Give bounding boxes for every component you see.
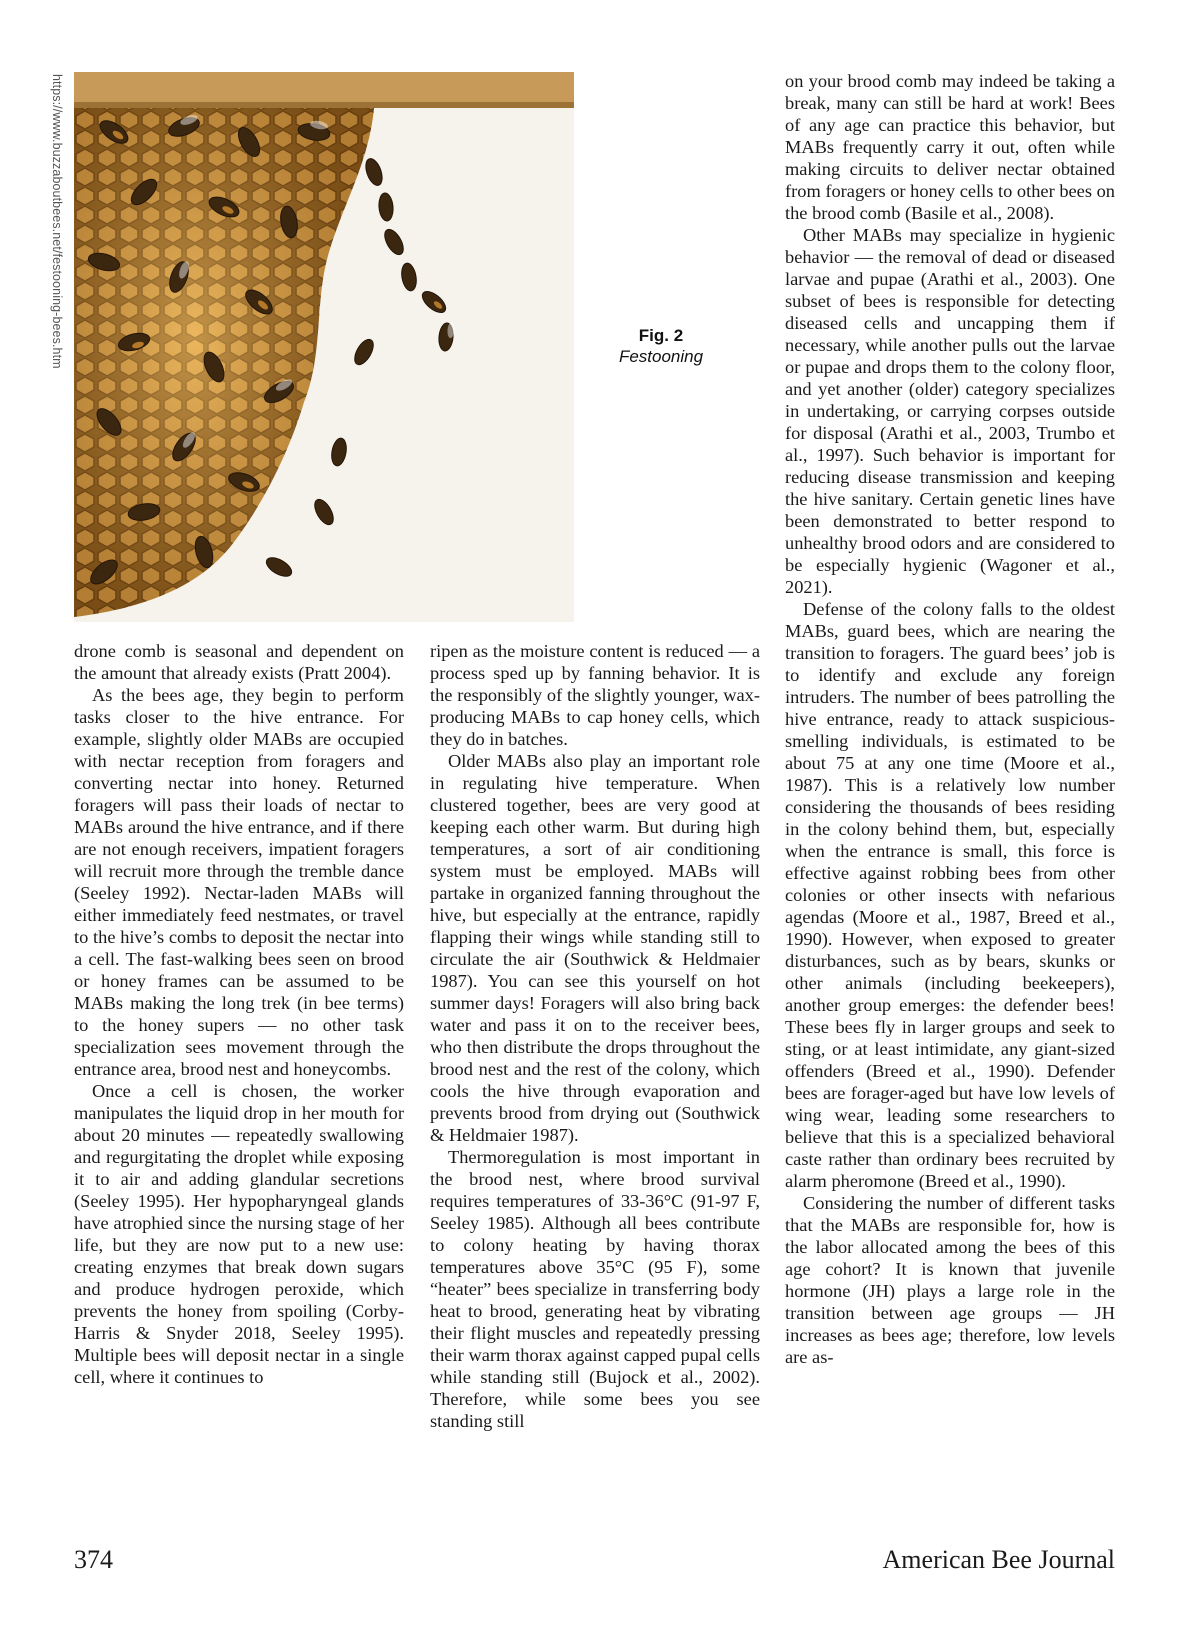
figure-title: Festooning <box>618 347 704 366</box>
page-number: 374 <box>74 1545 113 1574</box>
paragraph: Thermoregulation is most important in the brood nest, where brood survival requires temperatures of 33-36°C (91-97 F, Seeley 1985). Although all bees contribute to colony heating by having thorax temperatures above 35°C (95 F), some “heater” bees specialize in transferring body heat to brood, generating heat by vibrating their flight muscles and repeatedly pressing their warm thorax against capped pupal cells while standing still (Bujock et al., 2002). Therefore, while some bees you see standing still <box>430 1147 760 1431</box>
figure-number: Fig. 2 <box>638 326 684 345</box>
text-column-1 <box>74 640 404 1388</box>
paragraph: Once a cell is chosen, the worker manipulates the liquid drop in her mouth for about 20 minutes — repeatedly swallowing and regurgitating the droplet while exposing it to air and adding glandular secretions (Seeley 1995). Her hypopharyngeal glands have atrophied since the nursing stage of her life, but they are now put to a new use: creating enzymes that break down sugars and produce hydrogen peroxide, which prevents the honey from spoiling (Corby-Harris & Snyder 2018, Seeley 1995). Multiple bees will deposit nectar in a single cell, where it continues to <box>74 1081 404 1387</box>
festooning-bees-photo <box>74 72 574 622</box>
paragraph: Older MABs also play an important role in regulating hive temperature. When clustered together, bees are very good at keeping each other warm. But during high temperatures, a sort of air conditioning system must be employed. MABs will partake in organized fanning throughout the hive, but especially at the entrance, rapidly flapping their wings while standing still to circulate the air (Southwick & Heldmaier 1987). You can see this yourself on hot summer days! Foragers will also bring back water and pass it on to the receiver bees, who then distribute the drops throughout the brood nest and the rest of the colony, which cools the hive through evaporation and prevents brood from drying out (Southwick & Heldmaier 1987). <box>430 751 760 1145</box>
paragraph: drone comb is seasonal and dependent on the amount that already exists (Pratt 2004). <box>74 641 404 683</box>
paragraph: Other MABs may specialize in hygienic behavior — the removal of dead or diseased larvae and pupae (Arathi et al., 2003). One subset of bees is responsible for detecting diseased cells and uncapping them if necessary, while another pulls out the larvae or pupae and drops them to the colony floor, and yet another (older) category specializes in undertaking, or carrying corpses outside for disposal (Arathi et al., 2003, Trumbo et al., 1997). Such behavior is important for reducing disease transmission and keeping the hive sanitary. Certain genetic lines have been demonstrated to better respond to unhealthy brood odors and are considered to be especially hygienic (Wagoner et al., 2021). <box>785 225 1115 597</box>
paragraph: As the bees age, they begin to perform tasks closer to the hive entrance. For example, slightly older MABs are occupied with nectar reception from foragers and converting nectar into honey. Returned foragers will pass their loads of nectar to MABs around the hive entrance, and if there are not enough receivers, impatient foragers will recruit more through the tremble dance (Seeley 1992). Nectar-laden MABs will either immediately feed nestmates, or travel to the hive’s combs to deposit the nectar into a cell. The fast-walking bees seen on brood or honey frames can be assumed to be MABs making the long trek (in bee terms) to the honey supers — no other task specialization sees movement through the entrance area, brood nest and honeycombs. <box>74 685 404 1079</box>
paragraph: on your brood comb may indeed be taking a break, many can still be hard at work! Bees of any age can practice this behavior, but MABs frequently carry it out, often while making circuits to deliver nectar obtained from foragers or honey cells to other bees on the brood comb (Basile et al., 2008). <box>785 71 1115 223</box>
text-column-3 <box>785 70 1115 1368</box>
text-column-2 <box>430 640 760 1432</box>
journal-name: American Bee Journal <box>882 1545 1115 1574</box>
paragraph: ripen as the moisture content is reduced — a process sped up by fanning behavior. It is the responsibly of the slightly younger, wax-producing MABs to cap honey cells, which they do in batches. <box>430 641 760 749</box>
figure-caption <box>596 325 726 367</box>
paragraph: Considering the number of different tasks that the MABs are responsible for, how is the labor allocated among the bees of this age cohort? It is known that juvenile hormone (JH) plays a large role in the transition between age groups — JH increases as bees age; therefore, low levels are as- <box>785 1193 1115 1367</box>
figure-source-url: https://www.buzzaboutbees.net/festooning-bees.htm <box>50 74 64 369</box>
paragraph: Defense of the colony falls to the oldest MABs, guard bees, which are nearing the transition to foragers. The guard bees’ job is to identify and exclude any foreign intruders. The number of bees patrolling the hive entrance, ready to attack suspicious-smelling individuals, is estimated to be about 75 at any one time (Moore et al., 1987). This is a relatively low number considering the thousands of bees residing in the colony behind them, but, especially when the entrance is small, this force is effective against robbing bees from other colonies or other insects with nefarious agendas (Moore et al., 1987, Breed et al., 1990). However, when exposed to greater disturbances, such as by bears, skunks or other animals (including beekeepers), another group emerges: the defender bees! These bees fly in larger groups and seek to sting, or at least intimidate, any giant-sized offenders (Breed et al., 1990). Defender bees are forager-aged but have low levels of wing wear, leading some researchers to believe that this is a specialized behavioral caste rather than ordinary bees recruited by alarm pheromone (Breed et al., 1990). <box>785 599 1115 1191</box>
